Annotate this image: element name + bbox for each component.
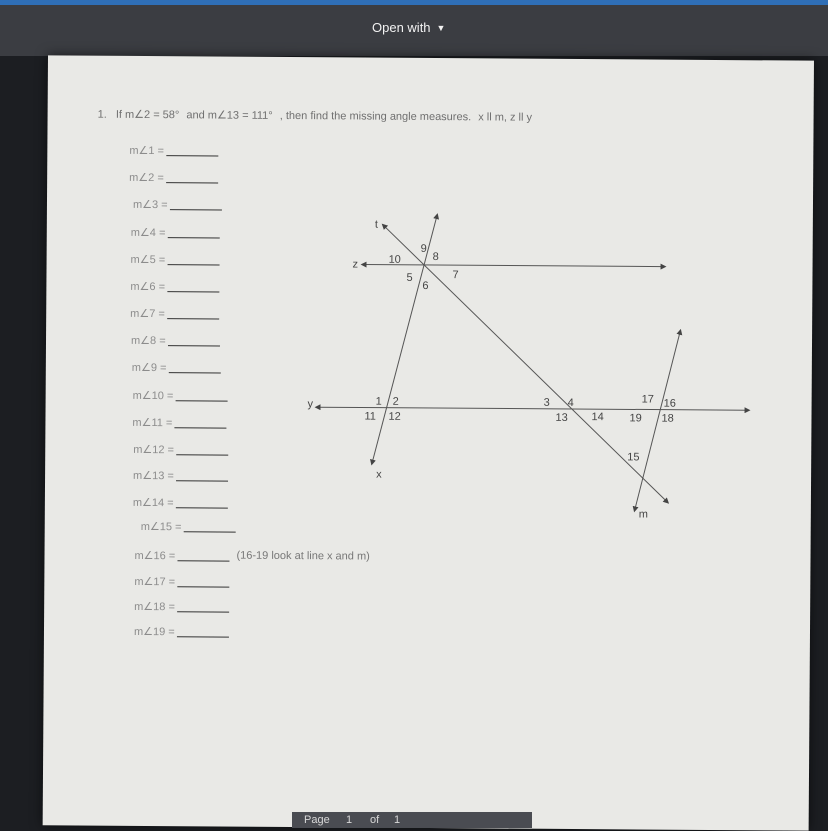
label-y: y [307, 398, 314, 411]
answer-blank[interactable] [177, 551, 229, 561]
answer-label: m∠12 = [133, 443, 175, 457]
angle-label-2: 2 [392, 395, 399, 408]
open-with-label: Open with [372, 20, 431, 35]
angle-label-3: 3 [543, 396, 550, 409]
open-with-button[interactable] [372, 20, 445, 35]
answer-label: m∠5 = [130, 253, 166, 267]
answer-blank[interactable] [167, 255, 219, 265]
angle-label-8: 8 [432, 251, 439, 264]
answer-label: m∠17 = [134, 575, 176, 589]
angle-label-16: 16 [663, 397, 676, 410]
angle-label-6: 6 [422, 279, 429, 292]
label-z: z [352, 258, 359, 271]
angle-label-18: 18 [661, 412, 674, 425]
angle-label-9: 9 [420, 242, 427, 255]
answer-line [130, 307, 219, 321]
page-number: 1 [346, 814, 353, 826]
answer-line [141, 520, 236, 534]
answer-line [129, 144, 218, 158]
answer-blank[interactable] [175, 391, 227, 401]
answer-blank[interactable] [168, 336, 220, 346]
angle-label-13: 13 [555, 411, 568, 424]
answer-label: m∠6 = [130, 280, 166, 294]
angle-label-17: 17 [641, 393, 654, 406]
line-y [318, 407, 748, 410]
angle-label-19: 19 [629, 412, 642, 425]
answer-line [131, 226, 220, 240]
answer-label: m∠4 = [130, 226, 166, 240]
answer-label: m∠9 = [131, 361, 167, 375]
label-m: m [638, 508, 649, 521]
answer-line [131, 334, 220, 348]
line-t [382, 226, 669, 502]
angle-label-10: 10 [388, 253, 401, 266]
answer-label: m∠10 = [132, 389, 174, 403]
top-accent-strip [0, 0, 828, 5]
chevron-down-icon: ▼ [436, 22, 446, 33]
answer-label: m∠8 = [130, 334, 166, 348]
answer-blank[interactable] [177, 627, 229, 637]
angle-label-4: 4 [567, 396, 574, 410]
page-total: 1 [394, 814, 401, 826]
answer-line [133, 496, 228, 510]
answer-label: m∠14 = [132, 496, 174, 510]
angle-label-11: 11 [364, 410, 376, 423]
answer-line [130, 280, 219, 294]
answer-label: m∠13 = [133, 469, 174, 483]
page-of-label: of [370, 814, 380, 826]
angle-label-1: 1 [375, 395, 382, 408]
answer-blank[interactable] [166, 146, 218, 156]
answer-line [134, 549, 229, 563]
answer-line [133, 198, 222, 212]
geometry-figure [307, 207, 769, 530]
answer-line [132, 361, 221, 375]
answer-blank[interactable] [167, 282, 219, 292]
answer-label: m∠19 = [133, 625, 175, 639]
answer-blank[interactable] [168, 363, 220, 373]
label-t: t [374, 218, 378, 231]
answer-line [134, 625, 229, 639]
answer-blank[interactable] [174, 418, 226, 428]
label-x: x [376, 468, 382, 481]
answer-blank[interactable] [176, 471, 228, 481]
question-given-1: If m∠2 = 58° [115, 108, 180, 122]
answer-line [133, 443, 228, 457]
question-given-2: and m∠13 = 111° [186, 109, 273, 122]
angle-label-7: 7 [452, 269, 459, 282]
answer-line [133, 389, 228, 403]
answer-line [133, 469, 228, 483]
answer-label: m∠1 = [129, 144, 165, 158]
answer-blank[interactable] [167, 228, 219, 238]
answer-blank[interactable] [176, 445, 228, 455]
angle-label-5: 5 [406, 271, 413, 284]
question-parallel-info: x ll m, z ll y [478, 111, 533, 124]
instruction-note: (16-19 look at line x and m) [236, 549, 370, 563]
answer-blank[interactable] [176, 498, 228, 508]
answer-blank[interactable] [170, 200, 222, 210]
line-x [372, 216, 437, 463]
line-z [364, 265, 664, 267]
question-number: 1. [97, 108, 107, 121]
answer-blank[interactable] [177, 602, 229, 612]
answer-label: m∠11 = [132, 416, 173, 430]
question-instruction: , then find the missing angle measures. [279, 109, 472, 124]
worksheet-page [43, 55, 814, 830]
page-label: Page [304, 814, 330, 826]
angle-label-14: 14 [591, 411, 604, 424]
answer-label: m∠16 = [134, 549, 176, 563]
page-indicator [292, 812, 532, 828]
answer-label: m∠18 = [134, 600, 175, 614]
answer-label: m∠15 = [140, 520, 182, 534]
answer-blank[interactable] [183, 522, 235, 532]
answer-line [132, 416, 226, 430]
question-text [98, 108, 537, 124]
answer-label: m∠3 = [132, 198, 168, 212]
answer-line [129, 171, 218, 185]
answer-blank[interactable] [177, 577, 229, 587]
angle-label-15: 15 [627, 451, 640, 464]
answer-label: m∠7 = [130, 307, 165, 321]
angle-label-12: 12 [388, 410, 401, 423]
answer-blank[interactable] [167, 309, 219, 319]
answer-line [134, 575, 229, 589]
answer-blank[interactable] [166, 173, 218, 183]
answer-label: m∠2 = [129, 171, 164, 185]
answer-line [134, 600, 229, 614]
viewer-toolbar [0, 0, 828, 56]
answer-line [131, 253, 220, 267]
